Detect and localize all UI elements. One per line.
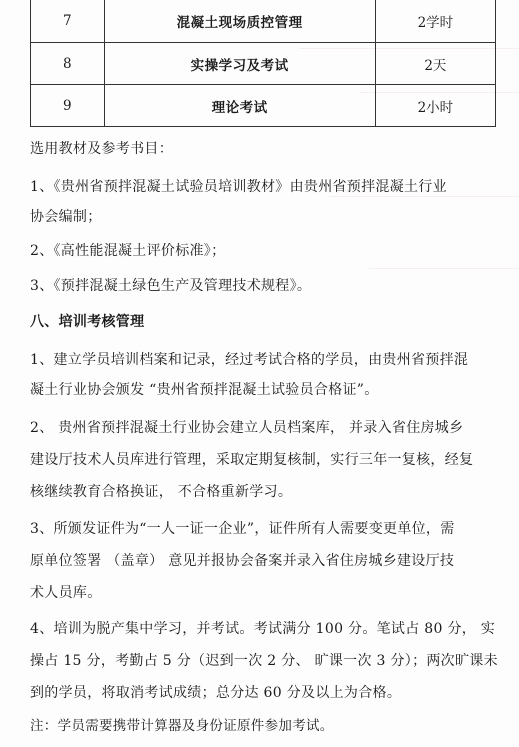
section-heading: 八、培训考核管理 bbox=[30, 314, 145, 330]
materials-item-3: 3、《预拌混凝土绿色生产及管理技术规程》。 bbox=[30, 278, 312, 294]
materials-item-2: 2、《高性能混凝土评价标准》； bbox=[30, 243, 226, 259]
rule-1-line-2: 凝土行业协会颁发 “贵州省预拌混凝土试验员合格证”。 bbox=[30, 382, 379, 398]
course-name: 混凝土现场质控管理 bbox=[104, 0, 375, 43]
rule-4-line-1: 4、培训为脱产集中学习，并考试。考试满分 100 分。笔试占 80 分， 实 bbox=[30, 621, 496, 637]
table-row bbox=[31, 0, 496, 43]
row-number: 7 bbox=[31, 0, 105, 43]
row-number: 8 bbox=[31, 43, 105, 85]
rule-4-line-3: 到的学员，将取消考试成绩；总分达 60 分及以上为合格。 bbox=[30, 685, 402, 701]
course-duration: 2天 bbox=[375, 43, 495, 85]
rule-2-line-3: 核继续教育合格换证， 不合格重新学习。 bbox=[30, 484, 293, 500]
exam-note: 注：学员需要携带计算器及身份证原件参加考试。 bbox=[30, 718, 334, 734]
row-number: 9 bbox=[31, 85, 105, 127]
table-row bbox=[31, 85, 496, 127]
rule-3-line-2: 原单位签署 （盖章） 意见并报协会备案并录入省住房城乡建设厅技 bbox=[30, 553, 455, 569]
rule-3-line-1: 3、所颁发证件为“一人一证一企业”，证件所有人需要变更单位，需 bbox=[30, 521, 455, 537]
rule-3-line-3: 术人员库。 bbox=[30, 585, 102, 601]
rule-4-line-2: 操占 15 分，考勤占 5 分（迟到一次 2 分、 旷课一次 3 分）；两次旷课未 bbox=[30, 653, 498, 669]
course-duration: 2学时 bbox=[375, 0, 495, 43]
materials-intro: 选用教材及参考书目： bbox=[30, 141, 173, 157]
rule-1-line-1: 1、建立学员培训档案和记录，经过考试合格的学员，由贵州省预拌混 bbox=[30, 352, 469, 368]
rule-2-line-1: 2、 贵州省预拌混凝土行业协会建立人员档案库， 并录入省住房城乡 bbox=[30, 420, 464, 436]
course-name: 理论考试 bbox=[104, 85, 375, 127]
table-row bbox=[31, 43, 496, 85]
course-duration: 2小时 bbox=[375, 85, 495, 127]
materials-item-1-line-2: 协会编制； bbox=[30, 209, 102, 225]
rule-2-line-2: 建设厅技术人员库进行管理，采取定期复核制，实行三年一复核，经复 bbox=[30, 452, 474, 468]
scan-artifact bbox=[369, 268, 519, 269]
course-name: 实操学习及考试 bbox=[104, 43, 375, 85]
materials-item-1-line-1: 1、《贵州省预拌混凝土试验员培训教材》由贵州省预拌混凝土行业 bbox=[30, 179, 447, 195]
training-schedule-table bbox=[30, 0, 496, 127]
